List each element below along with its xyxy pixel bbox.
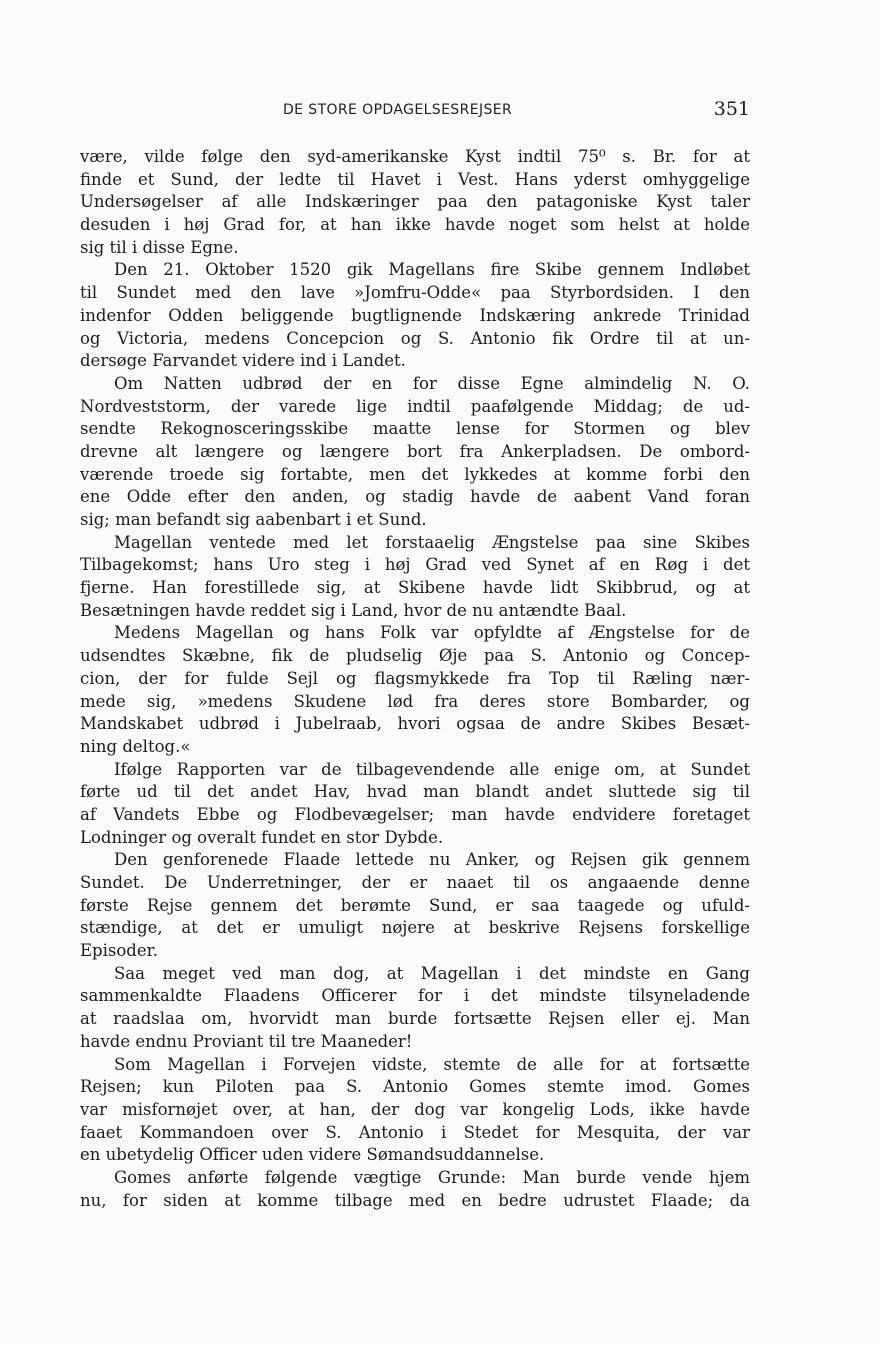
text-line: være, vilde følge den syd-amerikanske Kyst indtil 75⁰ s. Br. for at [80,147,750,166]
text-line: Saa meget ved man dog, at Magellan i det mindste en Gang [114,963,750,983]
text-line: stændige, at det er umuligt nøjere at beskrive Rejsens forskellige [80,918,750,938]
text-line: Den genforenede Flaade lettede nu Anker, og Rejsen gik gennem [114,850,750,870]
text-line: Som Magellan i Forvejen vidste, stemte de alle for at fortsætte [114,1054,750,1074]
text-line: sig til i disse Egne. [80,237,239,257]
text-line: Medens Magellan og hans Folk var opfyldte af Ængstelse for de [114,623,750,643]
text-line: Den 21. Oktober 1520 gik Magellans fire Skibe gennem Indløbet [114,260,750,280]
text-line: Besætningen havde reddet sig i Land, hvor de nu antændte Baal. [80,600,627,620]
text-line: og Victoria, medens Concepcion og S. Antonio fik Ordre til at un- [80,328,750,348]
text-line: desuden i høj Grad for, at han ikke havde noget som helst at holde [80,215,750,235]
text-line: sig; man befandt sig aabenbart i et Sund. [80,510,427,529]
text-line: havde endnu Proviant til tre Maaneder! [80,1031,413,1051]
text-line: Rejsen; kun Piloten paa S. Antonio Gomes stemte imod. Gomes [80,1077,750,1097]
text-line: af Vandets Ebbe og Flodbevægelser; man havde endvidere foretaget [80,804,750,824]
text-line: Sundet. De Underretninger, der er naaet til os angaaende denne [80,873,750,892]
running-title: DE STORE OPDAGELSESREJSER [283,102,513,118]
text-line: Lodninger og overalt fundet en stor Dybde. [80,827,444,847]
text-line: Episoder. [80,941,158,961]
text-line: drevne alt længere og længere bort fra Ankerpladsen. De ombord- [80,441,750,461]
page-number: 351 [713,98,750,120]
text-line: nu, for siden at komme tilbage med en bedre udrustet Flaade; da [80,1190,750,1210]
text-line: udsendtes Skæbne, fik de pludselig Øje paa S. Antonio og Concep- [80,646,750,666]
text-line: til Sundet med den lave »Jomfru-Odde« paa Styrbordsiden. I den [80,283,750,303]
text-line: ning deltog.« [80,736,191,756]
text-line: var misfornøjet over, at han, der dog var kongelig Lods, ikke havde [80,1099,750,1119]
text-line: sammenkaldte Flaadens Officerer for i det mindste tilsyneladende [80,986,750,1006]
text-line: Magellan ventede med let forstaaelig Ængstelse paa sine Skibes [114,532,750,552]
text-line: Undersøgelser af alle Indskæringer paa den patagoniske Kyst taler [80,192,750,212]
text-line: indenfor Odden beliggende bugtlignende Indskæring ankrede Trinidad [80,305,750,325]
text-line: førte ud til det andet Hav, hvad man blandt andet sluttede sig til [80,782,750,802]
running-header [80,98,750,126]
body-text [80,146,750,1212]
text-line: ene Odde efter den anden, og stadig havde de aabent Vand foran [80,487,750,507]
text-line: Nordveststorm, der varede lige indtil paafølgende Middag; de ud- [80,396,750,416]
text-line: fjerne. Han forestillede sig, at Skibene havde lidt Skibbrud, og at [80,578,750,598]
text-line: Gomes anførte følgende vægtige Grunde: Man burde vende hjem [114,1167,750,1187]
text-line: at raadslaa om, hvorvidt man burde fortsætte Rejsen eller ej. Man [80,1009,750,1029]
text-line: første Rejse gennem det berømte Sund, er saa taagede og ufuld- [80,895,750,915]
text-line: mede sig, »medens Skudene lød fra deres store Bombarder, og [80,691,750,711]
text-line: Ifølge Rapporten var de tilbagevendende alle enige om, at Sundet [114,759,750,779]
text-line: sendte Rekognosceringsskibe maatte lense for Stormen og blev [80,419,750,439]
text-line: værende troede sig fortabte, men det lykkedes at komme forbi den [80,464,750,484]
text-line: cion, der for fulde Sejl og flagsmykkede fra Top til Ræling nær- [80,668,750,688]
text-line: Tilbagekomst; hans Uro steg i høj Grad ved Synet af en Røg i det [80,555,750,575]
text-line: Om Natten udbrød der en for disse Egne almindelig N. O. [114,373,750,393]
text-line: finde et Sund, der ledte til Havet i Vest. Hans yderst omhyggelige [80,169,750,189]
text-line: en ubetydelig Officer uden videre Sømandsuddannelse. [80,1145,545,1165]
text-line: faaet Kommandoen over S. Antonio i Stedet for Mesquita, der var [80,1122,750,1142]
text-line: dersøge Farvandet videre ind i Landet. [80,351,406,371]
text-line: Mandskabet udbrød i Jubelraab, hvori ogsaa de andre Skibes Besæt- [80,714,750,734]
